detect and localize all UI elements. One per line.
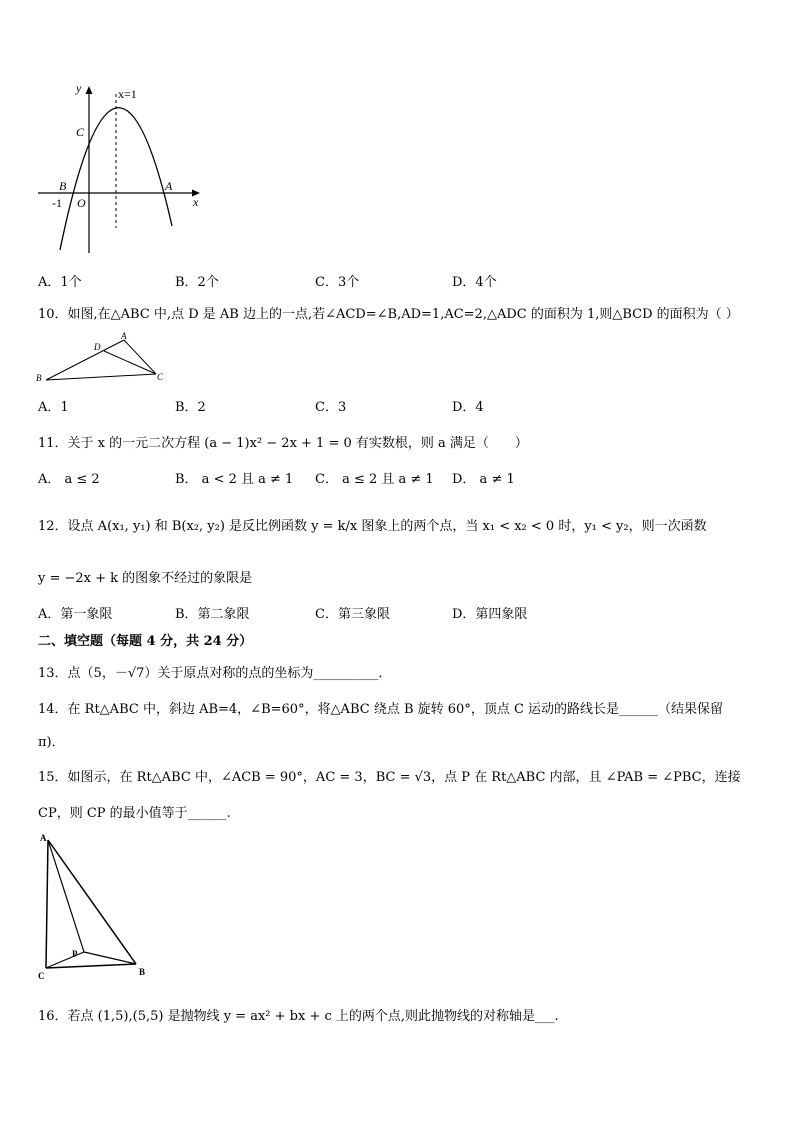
- q12-option-d: D．第四象限: [452, 607, 528, 622]
- x-axis-label: x: [193, 195, 199, 209]
- point-c-label: C: [76, 125, 85, 139]
- triangle-abc-figure: [34, 330, 174, 386]
- q11-option-b: B． a < 2 且 a ≠ 1: [175, 472, 294, 487]
- q12-option-a: A．第一象限: [38, 607, 113, 622]
- q15-label-b: B: [139, 967, 146, 977]
- q12-option-b: B．第二象限: [175, 607, 250, 622]
- q10-text: 10．如图,在△ABC 中,点 D 是 AB 边上的一点,若∠ACD=∠B,AD=1,AC=2,△ADC 的面积为 1,则△BCD 的面积为（ ）: [38, 307, 739, 322]
- q11-option-c: C． a ≤ 2 且 a ≠ 1: [315, 472, 434, 487]
- q11-text: 11．关于 x 的一元二次方程 (a − 1)x² − 2x + 1 = 0 有实数根，则 a 满足（ ）: [38, 436, 528, 451]
- minus-one-label: -1: [52, 196, 62, 210]
- q10-label-b: B: [36, 373, 42, 383]
- q9-option-b: B．2个: [175, 275, 219, 290]
- q11-option-d: D． a ≠ 1: [452, 472, 515, 487]
- q15-label-p: P: [72, 949, 78, 959]
- q10-label-c: C: [157, 372, 164, 382]
- q14-line2: π)．: [38, 735, 65, 750]
- point-b-label: B: [59, 179, 67, 193]
- q10-label-a: A: [121, 331, 127, 341]
- point-a-label: A: [165, 179, 173, 193]
- q15-label-c: C: [38, 971, 45, 981]
- q11-option-a: A． a ≤ 2: [38, 472, 100, 487]
- q15-line2: CP，则 CP 的最小值等于______.: [38, 806, 231, 821]
- q9-option-c: C．3个: [315, 275, 360, 290]
- q10-option-a: A．1: [38, 400, 69, 415]
- q14-line1: 14．在 Rt△ABC 中，斜边 AB=4，∠B=60°，将△ABC 绕点 B 旋转 60°，顶点 C 运动的路线长是______（结果保留: [38, 702, 724, 717]
- section-heading: 二、填空题（每题 4 分，共 24 分）: [38, 634, 253, 649]
- symmetry-label: x=1: [118, 87, 137, 101]
- q12-line1: 12．设点 A(x₁, y₁) 和 B(x₂, y₂) 是反比例函数 y = k/x 图象上的两个点，当 x₁ < x₂ < 0 时，y₁ < y₂，则一次函数: [38, 519, 707, 534]
- y-axis-label: y: [76, 81, 82, 95]
- q9-option-d: D．4个: [452, 275, 497, 290]
- origin-label: O: [77, 196, 86, 210]
- q10-option-b: B．2: [175, 400, 206, 415]
- q10-label-d: D: [94, 342, 101, 352]
- q16-text: 16．若点 (1,5),(5,5) 是抛物线 y = ax² + bx + c 上的两个点,则此抛物线的对称轴是___.: [38, 1009, 559, 1024]
- parabola-figure: [30, 78, 220, 263]
- q15-line1: 15．如图示，在 Rt△ABC 中，∠ACB = 90°，AC = 3，BC = √3，点 P 在 Rt△ABC 内部，且 ∠PAB = ∠PBC，连接: [38, 770, 741, 785]
- q13-text: 13．点（5，－√7）关于原点对称的点的坐标为__________．: [38, 666, 392, 681]
- right-triangle-figure: [34, 828, 164, 983]
- q10-option-c: C．3: [315, 400, 347, 415]
- q12-line2: y = −2x + k 的图象不经过的象限是: [38, 571, 253, 586]
- q9-option-a: A．1个: [38, 275, 82, 290]
- q12-option-c: C．第三象限: [315, 607, 390, 622]
- q10-option-d: D．4: [452, 400, 484, 415]
- q15-label-a: A: [40, 833, 47, 843]
